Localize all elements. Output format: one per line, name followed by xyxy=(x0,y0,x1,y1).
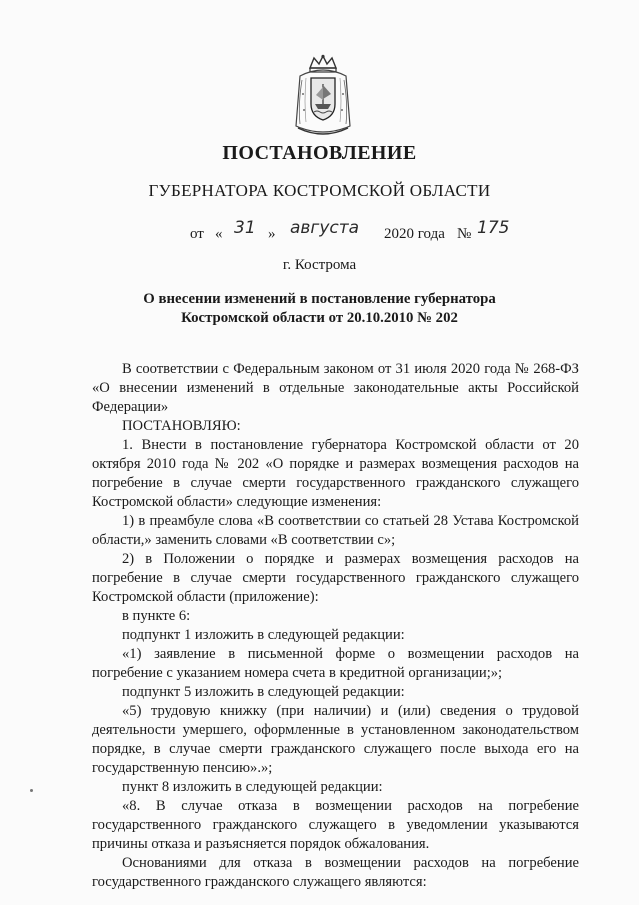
subject-line-2: Костромской области от 20.10.2010 № 202 xyxy=(181,310,458,326)
body-paragraph: В соответствии с Федеральным законом от 31 июля 2020 года № 268-ФЗ «О внесении изменений в отдельные законодательные акты Российской Федерации» xyxy=(92,361,579,415)
number-sign: № xyxy=(457,226,472,242)
issuer-line: ГУБЕРНАТОРА КОСТРОМСКОЙ ОБЛАСТИ xyxy=(148,181,491,200)
date-day-handwritten: 31 xyxy=(234,218,256,238)
body-paragraph: подпункт 1 изложить в следующей редакции: xyxy=(122,627,405,643)
date-from-word: от xyxy=(190,226,204,242)
date-close-quote: » xyxy=(268,226,276,242)
body-paragraph: 1. Внести в постановление губернатора Костромской области от 20 октября 2010 года № 202 «О порядке и размерах возмещения расходов на погребение в случае смерти государственного гражданского служащего Костромской области» следующие изменения: xyxy=(92,437,579,510)
decree-word: ПОСТАНОВЛЯЮ: xyxy=(122,418,241,434)
document-subject xyxy=(0,290,639,328)
date-month-handwritten: августа xyxy=(290,218,360,238)
body-paragraph: 2) в Положении о порядке и размерах возмещения расходов на погребение в случае смерти государственного гражданского служащего Костромской области (приложение): xyxy=(92,551,579,605)
date-open-quote: « xyxy=(215,226,223,242)
document-number-handwritten: 175 xyxy=(477,218,510,238)
document-title: ПОСТАНОВЛЕНИЕ xyxy=(222,142,417,164)
body-paragraph: подпункт 5 изложить в следующей редакции: xyxy=(122,684,405,700)
body-paragraph: в пункте 6: xyxy=(122,608,191,624)
body-paragraph: Основаниями для отказа в возмещении расходов на погребение государственного гражданского служащего являются: xyxy=(92,855,579,890)
date-number-line xyxy=(190,218,520,248)
date-year: 2020 года xyxy=(384,226,445,242)
document-body xyxy=(92,360,579,892)
scan-speck xyxy=(30,789,33,792)
body-paragraph: 1) в преамбуле слова «В соответствии со статьей 28 Устава Костромской области,» заменить словами «В соответствии с»; xyxy=(92,513,579,548)
body-paragraph: пункт 8 изложить в следующей редакции: xyxy=(122,779,383,795)
body-paragraph: «5) трудовую книжку (при наличии) и (или) сведения о трудовой деятельности умершего, оформленные в установленном законодательством порядке, в случае смерти гражданского служащего после выхода его на государственную пенсию».»; xyxy=(92,703,579,776)
body-paragraph: «8. В случае отказа в возмещении расходов на погребение государственного гражданского служащего в уведомлении указываются причины отказа и разъясняется порядок обжалования. xyxy=(92,798,579,852)
coat-of-arms-icon xyxy=(288,54,358,142)
city-line: г. Кострома xyxy=(282,257,357,273)
subject-line-1: О внесении изменений в постановление губернатора xyxy=(143,291,496,307)
body-paragraph: «1) заявление в письменной форме о возмещении расходов на погребение с указанием номера счета в кредитной организации;»; xyxy=(92,646,579,681)
